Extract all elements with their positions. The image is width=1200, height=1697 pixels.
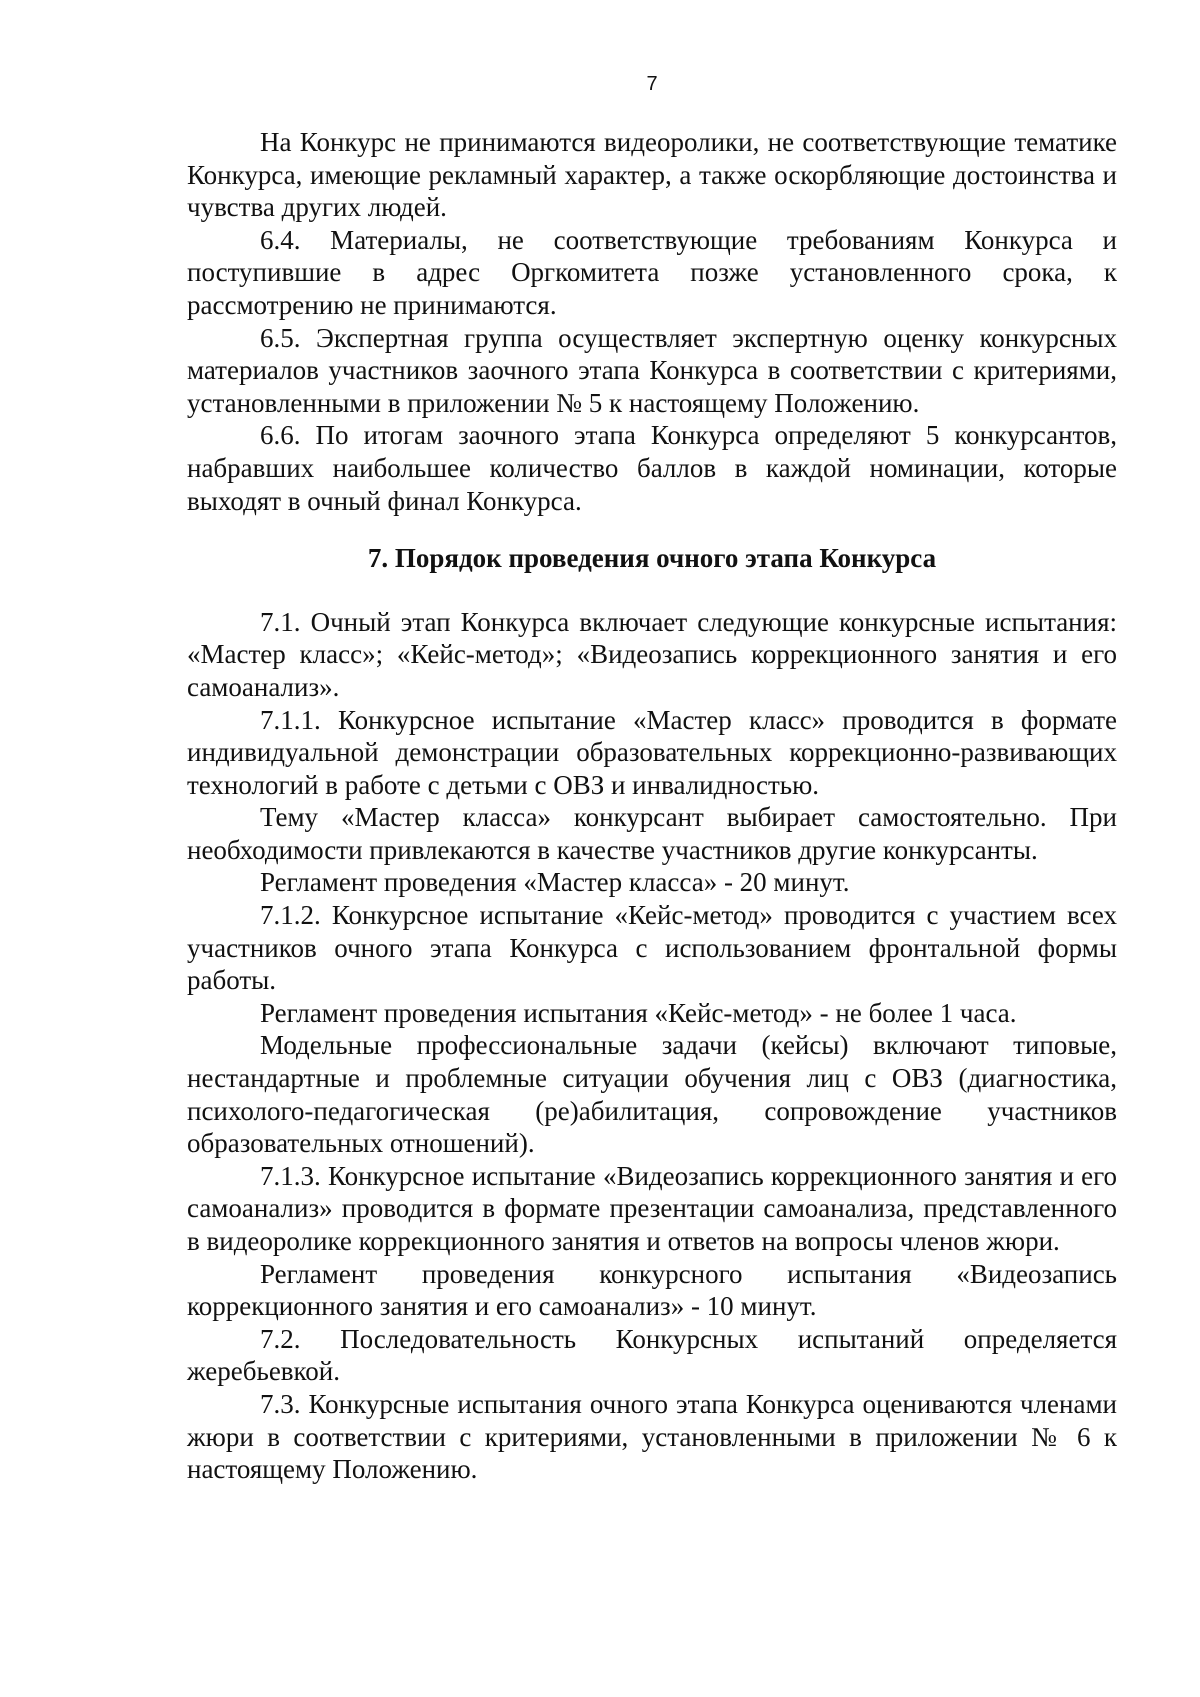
paragraph-6-6: 6.6. По итогам заочного этапа Конкурса определяют 5 конкурсантов, набравших наибольшее количество баллов в каждой номинации, которые выходят в очный финал Конкурса.: [187, 420, 1117, 516]
paragraph-7-1-1: 7.1.1. Конкурсное испытание «Мастер класс» проводится в формате индивидуальной демонстрации образовательных коррекционно-развивающих технологий в работе с детьми с ОВЗ и инвалидностью.: [187, 704, 1117, 800]
paragraph-6-5: 6.5. Экспертная группа осуществляет экспертную оценку конкурсных материалов участников заочного этапа Конкурса в соответствии с критериями, установленными в приложении № 5 к настоящему Положению.: [187, 322, 1117, 418]
paragraph-6-4: 6.4. Материалы, не соответствующие требованиям Конкурса и поступившие в адрес Оргкомитета позже установленного срока, к рассмотрению не принимаются.: [187, 224, 1117, 320]
paragraph-7-2: 7.2. Последовательность Конкурсных испытаний определяется жеребьевкой.: [187, 1323, 1117, 1387]
paragraph-master-class-time: Регламент проведения «Мастер класса» - 20 минут.: [260, 867, 850, 898]
paragraph-case-method-time: Регламент проведения испытания «Кейс-метод» - не более 1 часа.: [260, 997, 1017, 1028]
paragraph-7-1: 7.1. Очный этап Конкурса включает следующие конкурсные испытания: «Мастер класс»; «Кейс-метод»; «Видеозапись коррекционного занятия и его самоанализ».: [187, 606, 1117, 702]
paragraph-7-1-2: 7.1.2. Конкурсное испытание «Кейс-метод» проводится с участием всех участников очного этапа Конкурса с использованием фронтальной формы работы.: [187, 900, 1117, 996]
paragraph-video-test-time: Регламент проведения конкурсного испытания «Видеозапись коррекционного занятия и его самоанализ» - 10 минут.: [187, 1258, 1117, 1322]
paragraph-7-1-3: 7.1.3. Конкурсное испытание «Видеозапись коррекционного занятия и его самоанализ» проводится в формате презентации самоанализа, представленного в видеоролике коррекционного занятия и ответов на вопросы членов жюри.: [187, 1160, 1117, 1256]
section-7-heading: 7. Порядок проведения очного этапа Конкурса: [367, 543, 937, 574]
paragraph-7-3: 7.3. Конкурсные испытания очного этапа Конкурса оцениваются членами жюри в соответствии с критериями, установленными в приложении № 6 к настоящему Положению.: [187, 1388, 1117, 1485]
page-number: 7: [646, 73, 658, 95]
paragraph-video-restrictions: На Конкурс не принимаются видеоролики, не соответствующие тематике Конкурса, имеющие рекламный характер, а также оскорбляющие достоинства и чувства других людей.: [187, 127, 1117, 223]
paragraph-case-tasks: Модельные профессиональные задачи (кейсы) включают типовые, нестандартные и проблемные ситуации обучения лиц с ОВЗ (диагностика, психолого-педагогическая (ре)абилитация, сопровождение участников образовательных отношений).: [187, 1030, 1117, 1159]
paragraph-master-class-topic: Тему «Мастер класса» конкурсант выбирает самостоятельно. При необходимости привлекаются в качестве участников другие конкурсанты.: [187, 802, 1117, 865]
document-body: [187, 126, 1117, 1486]
